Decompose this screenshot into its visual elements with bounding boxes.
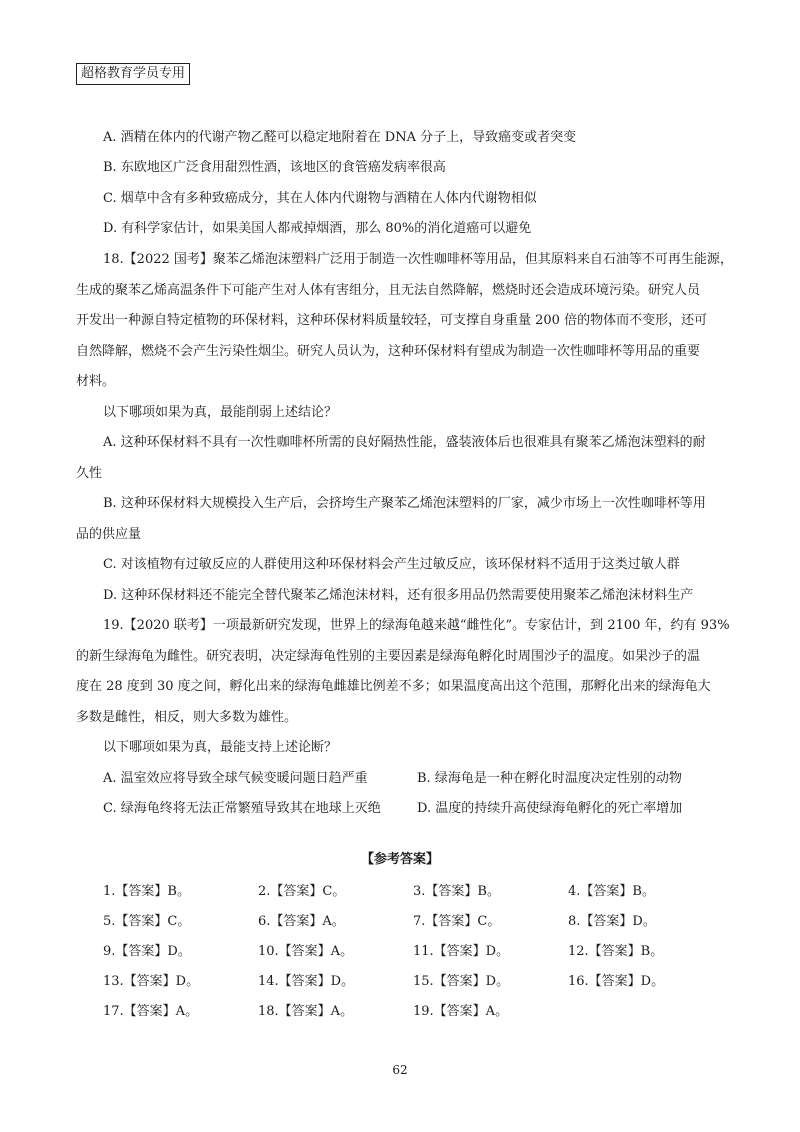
answer-item: 6.【答案】A。 (258, 914, 345, 929)
answer-item: 8.【答案】D。 (568, 914, 656, 929)
q18-line: 开发出一种源自特定植物的环保材料，这种环保材料质量较轻，可支撑自身重量 200 倍的物体而不变形，还可 (76, 313, 708, 328)
answer-item: 1.【答案】B。 (103, 884, 190, 899)
answer-item: 11.【答案】D。 (413, 944, 510, 959)
q19-line: 度在 28 度到 30 度之间，孵化出来的绿海龟雌雄比例差不多；如果温度高出这个范围，那孵化出来的绿海龟大 (76, 679, 711, 694)
q18-option-d: D. 这种环保材料还不能完全替代聚苯乙烯泡沫材料，还有很多用品仍然需要使用聚苯乙烯泡沫材料生产 (103, 588, 694, 603)
answer-item: 10.【答案】A。 (258, 944, 354, 959)
answer-item: 13.【答案】D。 (103, 974, 200, 989)
q18-line: 18.【2022 国考】聚苯乙烯泡沫塑料广泛用于制造一次性咖啡杯等用品，但其原料来自石油等不可再生能源， (103, 252, 733, 267)
q18-option-c: C. 对该植物有过敏反应的人群使用这种环保材料会产生过敏反应，该环保材料不适用于这类过敏人群 (103, 557, 680, 572)
answer-item: 2.【答案】C。 (258, 884, 346, 899)
q18-line: 材料。 (76, 374, 116, 389)
answer-item: 4.【答案】B。 (568, 884, 655, 899)
q19-line: 19.【2020 联考】一项最新研究发现，世界上的绿海龟越来越“雌性化”。专家估计，到 2100 年，约有 93% (103, 618, 730, 633)
q19-option-d: D. 温度的持续升高使绿海龟孵化的死亡率增加 (417, 801, 683, 816)
answer-item: 9.【答案】D。 (103, 944, 191, 959)
q19-prompt: 以下哪项如果为真，最能支持上述论断？ (103, 740, 338, 755)
q17-option-c: C. 烟草中含有多种致癌成分，其在人体内代谢物与酒精在人体内代谢物相似 (103, 191, 537, 206)
q18-line: 生成的聚苯乙烯高温条件下可能产生对人体有害组分，且无法自然降解，燃烧时还会造成环境污染。研究人员 (76, 283, 701, 298)
q19-option-b: B. 绿海龟是一种在孵化时温度决定性别的动物 (417, 771, 682, 786)
answer-item: 18.【答案】A。 (258, 1004, 354, 1019)
header-label: 超格教育学员专用 (76, 63, 190, 85)
answers-title: 【参考答案】 (360, 852, 439, 867)
answer-item: 19.【答案】A。 (413, 1004, 509, 1019)
answer-item: 16.【答案】D。 (568, 974, 665, 989)
q17-option-b: B. 东欧地区广泛食用甜烈性酒，该地区的食管癌发病率很高 (103, 160, 446, 175)
q17-option-a: A. 酒精在体内的代谢产物乙醛可以稳定地附着在 DNA 分子上，导致癌变或者突变 (103, 130, 577, 145)
q19-line: 多数是雌性，相反，则大多数为雄性。 (76, 710, 298, 725)
q19-line: 的新生绿海龟为雌性。研究表明，决定绿海龟性别的主要因素是绿海龟孵化时周围沙子的温度。如果沙子的温 (76, 649, 701, 664)
q18-option-b-cont: 品的供应量 (76, 527, 142, 542)
answer-item: 15.【答案】D。 (413, 974, 510, 989)
answer-item: 14.【答案】D。 (258, 974, 355, 989)
answer-item: 7.【答案】C。 (413, 914, 501, 929)
q18-option-a-cont: 久性 (76, 466, 103, 481)
page-number: 62 (392, 1063, 408, 1077)
answer-item: 3.【答案】B。 (413, 884, 500, 899)
q19-option-c: C. 绿海龟终将无法正常繁殖导致其在地球上灭绝 (103, 801, 381, 816)
q18-option-b: B. 这种环保材料大规模投入生产后，会挤垮生产聚苯乙烯泡沫塑料的厂家，减少市场上一次性咖啡杯等用 (103, 496, 706, 511)
answer-item: 12.【答案】B。 (568, 944, 664, 959)
q18-line: 自然降解，燃烧不会产生污染性烟尘。研究人员认为，这种环保材料有望成为制造一次性咖啡杯等用品的重要 (76, 344, 701, 359)
answer-item: 5.【答案】C。 (103, 914, 191, 929)
q18-option-a: A. 这种环保材料不具有一次性咖啡杯所需的良好隔热性能，盛装液体后也很难具有聚苯乙烯泡沫塑料的耐 (103, 435, 706, 450)
answer-item: 17.【答案】A。 (103, 1004, 199, 1019)
q17-option-d: D. 有科学家估计，如果美国人都戒掉烟酒，那么 80%的消化道癌可以避免 (103, 221, 532, 236)
q19-option-a: A. 温室效应将导致全球气候变暖问题日趋严重 (103, 771, 368, 786)
q18-prompt: 以下哪项如果为真，最能削弱上述结论？ (103, 405, 338, 420)
